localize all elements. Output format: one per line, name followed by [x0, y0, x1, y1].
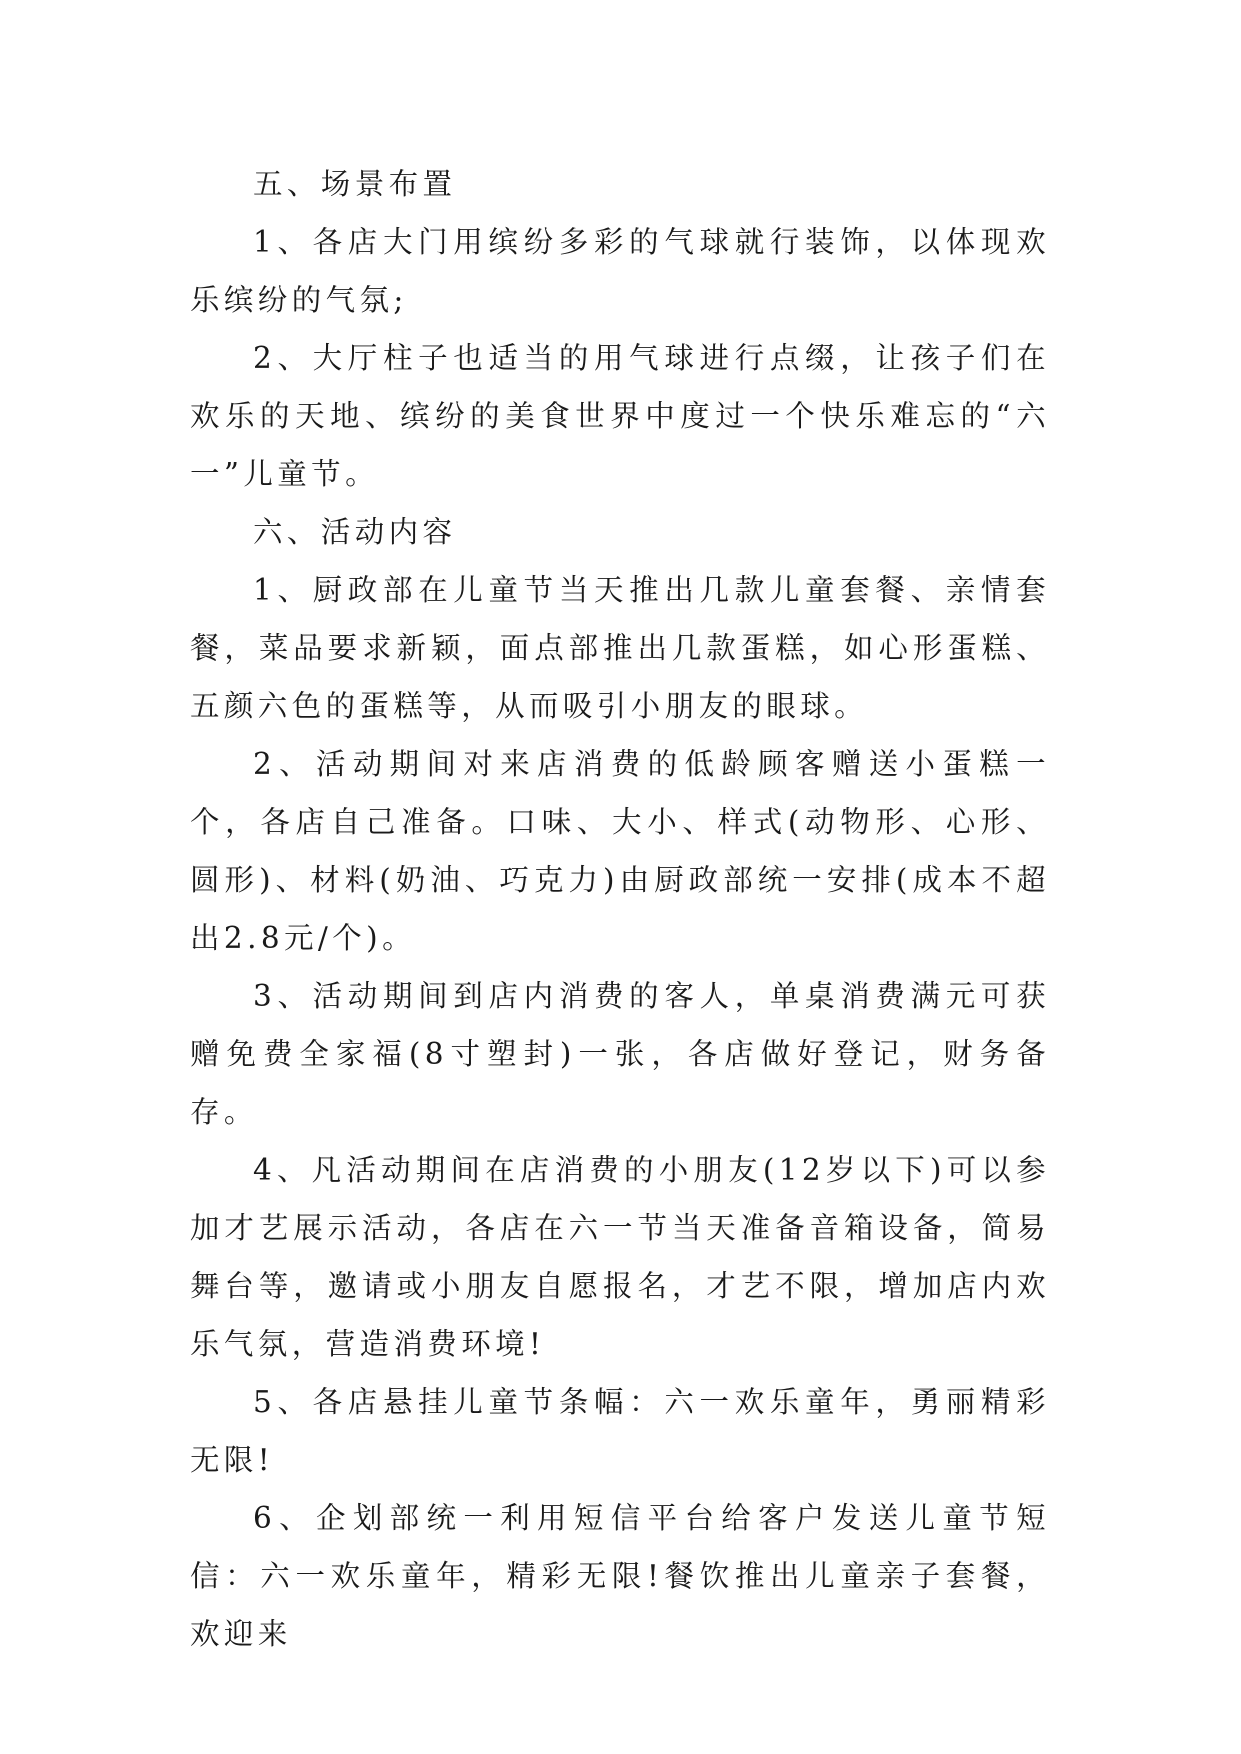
paragraph: 1、各店大门用缤纷多彩的气球就行装饰，以体现欢乐缤纷的气氛; [190, 225, 1050, 317]
section-heading-activity-content: 六、活动内容 [253, 515, 457, 549]
paragraph: 3、活动期间到店内消费的客人，单桌消费满元可获赠免费全家福(8寸塑封)一张，各店做好登记，财务备存。 [190, 979, 1050, 1129]
paragraph: 4、凡活动期间在店消费的小朋友(12岁以下)可以参加才艺展示活动，各店在六一节当天准备音箱设备，简易舞台等，邀请或小朋友自愿报名，才艺不限，增加店内欢乐气氛，营造消费环境! [190, 1153, 1050, 1361]
section-heading-scene-setup: 五、场景布置 [253, 167, 457, 201]
paragraph: 2、活动期间对来店消费的低龄顾客赠送小蛋糕一个，各店自己准备。口味、大小、样式(动物形、心形、圆形)、材料(奶油、巧克力)由厨政部统一安排(成本不超出2.8元/个)。 [190, 747, 1050, 955]
paragraph: 2、大厅柱子也适当的用气球进行点缀，让孩子们在欢乐的天地、缤纷的美食世界中度过一个快乐难忘的“六一”儿童节。 [190, 341, 1050, 491]
paragraph: 1、厨政部在儿童节当天推出几款儿童套餐、亲情套餐，菜品要求新颖，面点部推出几款蛋糕，如心形蛋糕、五颜六色的蛋糕等，从而吸引小朋友的眼球。 [190, 573, 1050, 723]
document-body [190, 155, 1050, 1663]
paragraph: 6、企划部统一利用短信平台给客户发送儿童节短信：六一欢乐童年，精彩无限!餐饮推出儿童亲子套餐，欢迎来 [190, 1501, 1050, 1651]
paragraph: 5、各店悬挂儿童节条幅：六一欢乐童年，勇丽精彩无限! [190, 1385, 1050, 1477]
